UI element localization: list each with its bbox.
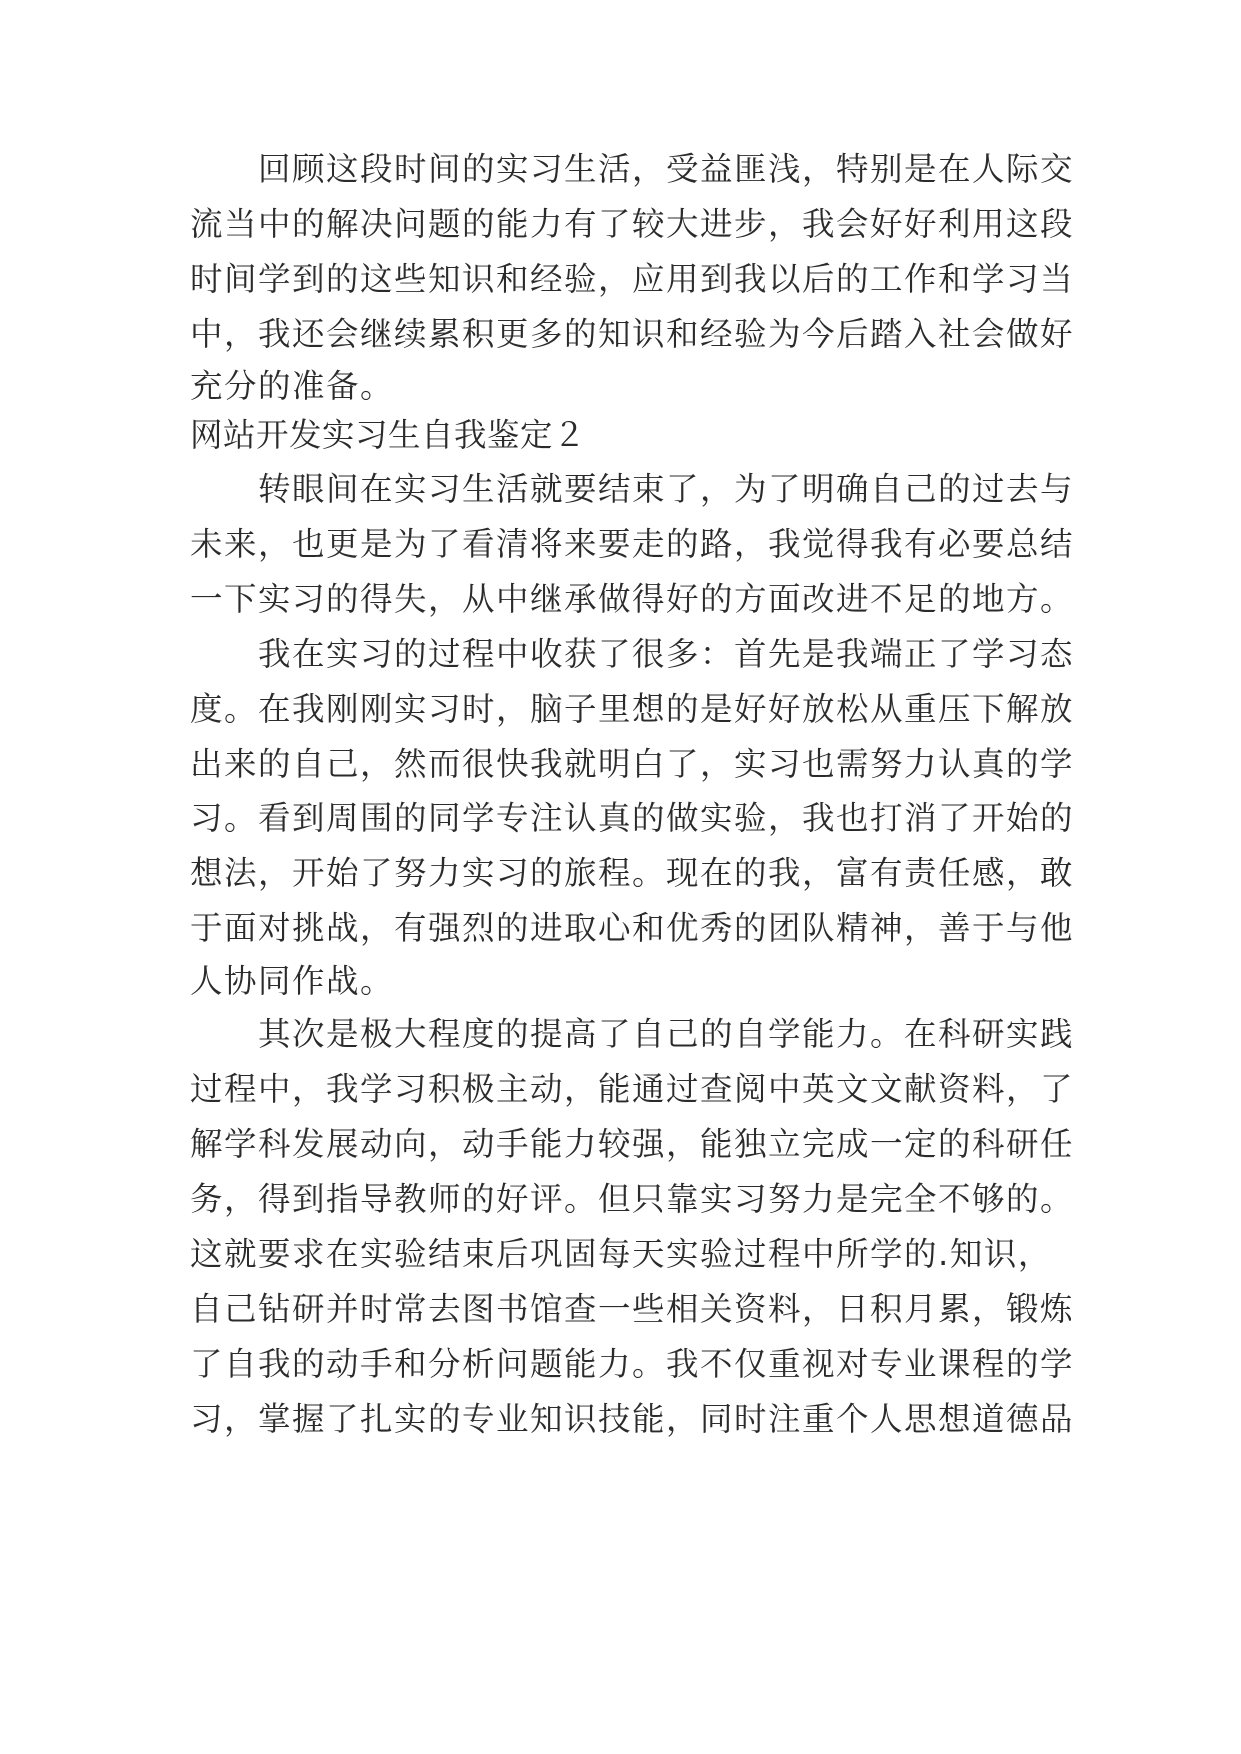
paragraph-1-line-2: 流当中的解决问题的能力有了较大进步，我会好好利用这段 <box>190 205 1075 243</box>
paragraph-2-line-1: 转眼间在实习生活就要结束了，为了明确自己的过去与 <box>258 470 1075 508</box>
paragraph-1-line-3: 时间学到的这些知识和经验，应用到我以后的工作和学习当 <box>190 260 1075 298</box>
paragraph-1-line-4: 中，我还会继续累积更多的知识和经验为今后踏入社会做好 <box>190 315 1075 353</box>
section-heading: 网站开发实习生自我鉴定２ <box>190 416 587 454</box>
paragraph-2-line-2: 未来，也更是为了看清将来要走的路，我觉得我有必要总结 <box>190 525 1075 563</box>
paragraph-3-line-1: 我在实习的过程中收获了很多：首先是我端正了学习态 <box>258 635 1075 673</box>
paragraph-1-line-1: 回顾这段时间的实习生活，受益匪浅，特别是在人际交 <box>258 150 1075 188</box>
paragraph-4-line-2: 过程中，我学习积极主动，能通过查阅中英文文献资料，了 <box>190 1070 1075 1108</box>
paragraph-3-line-7: 人协同作战。 <box>190 962 395 1000</box>
paragraph-4-line-3: 解学科发展动向，动手能力较强，能独立完成一定的科研任 <box>190 1125 1075 1163</box>
paragraph-4-line-6: 自己钻研并时常去图书馆查一些相关资料，日积月累，锻炼 <box>190 1290 1075 1328</box>
paragraph-1-line-5: 充分的准备。 <box>190 367 395 405</box>
paragraph-3-line-3: 出来的自己，然而很快我就明白了，实习也需努力认真的学 <box>190 745 1075 783</box>
paragraph-3-line-5: 想法，开始了努力实习的旅程。现在的我，富有责任感，敢 <box>190 854 1075 892</box>
paragraph-4-line-4: 务，得到指导教师的好评。但只靠实习努力是完全不够的。 <box>190 1180 1075 1218</box>
paragraph-2-line-3: 一下实习的得失，从中继承做得好的方面改进不足的地方。 <box>190 580 1075 618</box>
paragraph-4-line-1: 其次是极大程度的提高了自己的自学能力。在科研实践 <box>258 1015 1075 1053</box>
paragraph-4-line-8: 习，掌握了扎实的专业知识技能，同时注重个人思想道德品 <box>190 1400 1075 1438</box>
paragraph-4-line-7: 了自我的动手和分析问题能力。我不仅重视对专业课程的学 <box>190 1345 1075 1383</box>
paragraph-3-line-4: 习。看到周围的同学专注认真的做实验，我也打消了开始的 <box>190 799 1075 837</box>
paragraph-3-line-2: 度。在我刚刚实习时，脑子里想的是好好放松从重压下解放 <box>190 690 1075 728</box>
paragraph-3-line-6: 于面对挑战，有强烈的进取心和优秀的团队精神，善于与他 <box>190 909 1075 947</box>
paragraph-4-line-5: 这就要求在实验结束后巩固每天实验过程中所学的.知识， <box>190 1235 1052 1273</box>
